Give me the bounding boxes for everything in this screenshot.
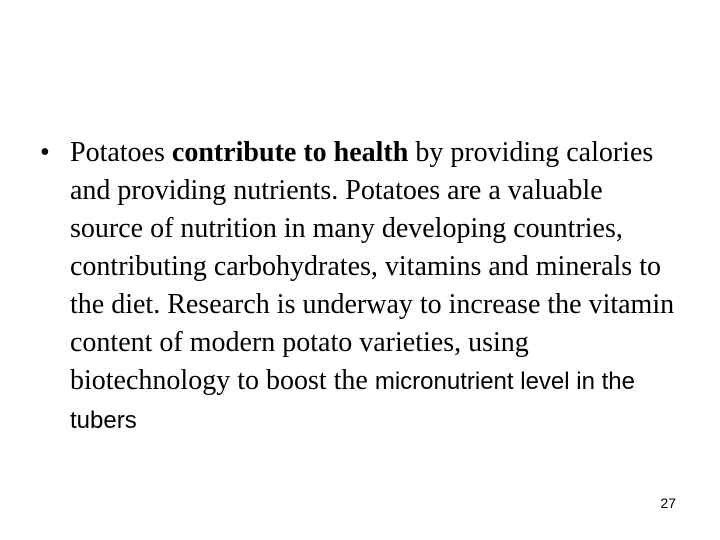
bullet-marker: • (40, 137, 50, 168)
bullet-text-ending: micronutrient level in the tubers (70, 368, 635, 434)
bullet-emphasis: contribute to health (171, 137, 409, 168)
bullet-item (40, 134, 680, 440)
page-number: 27 (660, 495, 676, 511)
bullet-text-body: by providing calories and providing nutrients. Potatoes are a valuable source of nutrition in many developing countries, contributing carbohydrates, vitamins and minerals to the diet. Research is underway to increase the vitamin content of modern potato varieties, using biotechnology to boost the (70, 137, 675, 396)
bullet-text-intro: Potatoes (70, 137, 172, 168)
bullet-text (70, 134, 680, 440)
